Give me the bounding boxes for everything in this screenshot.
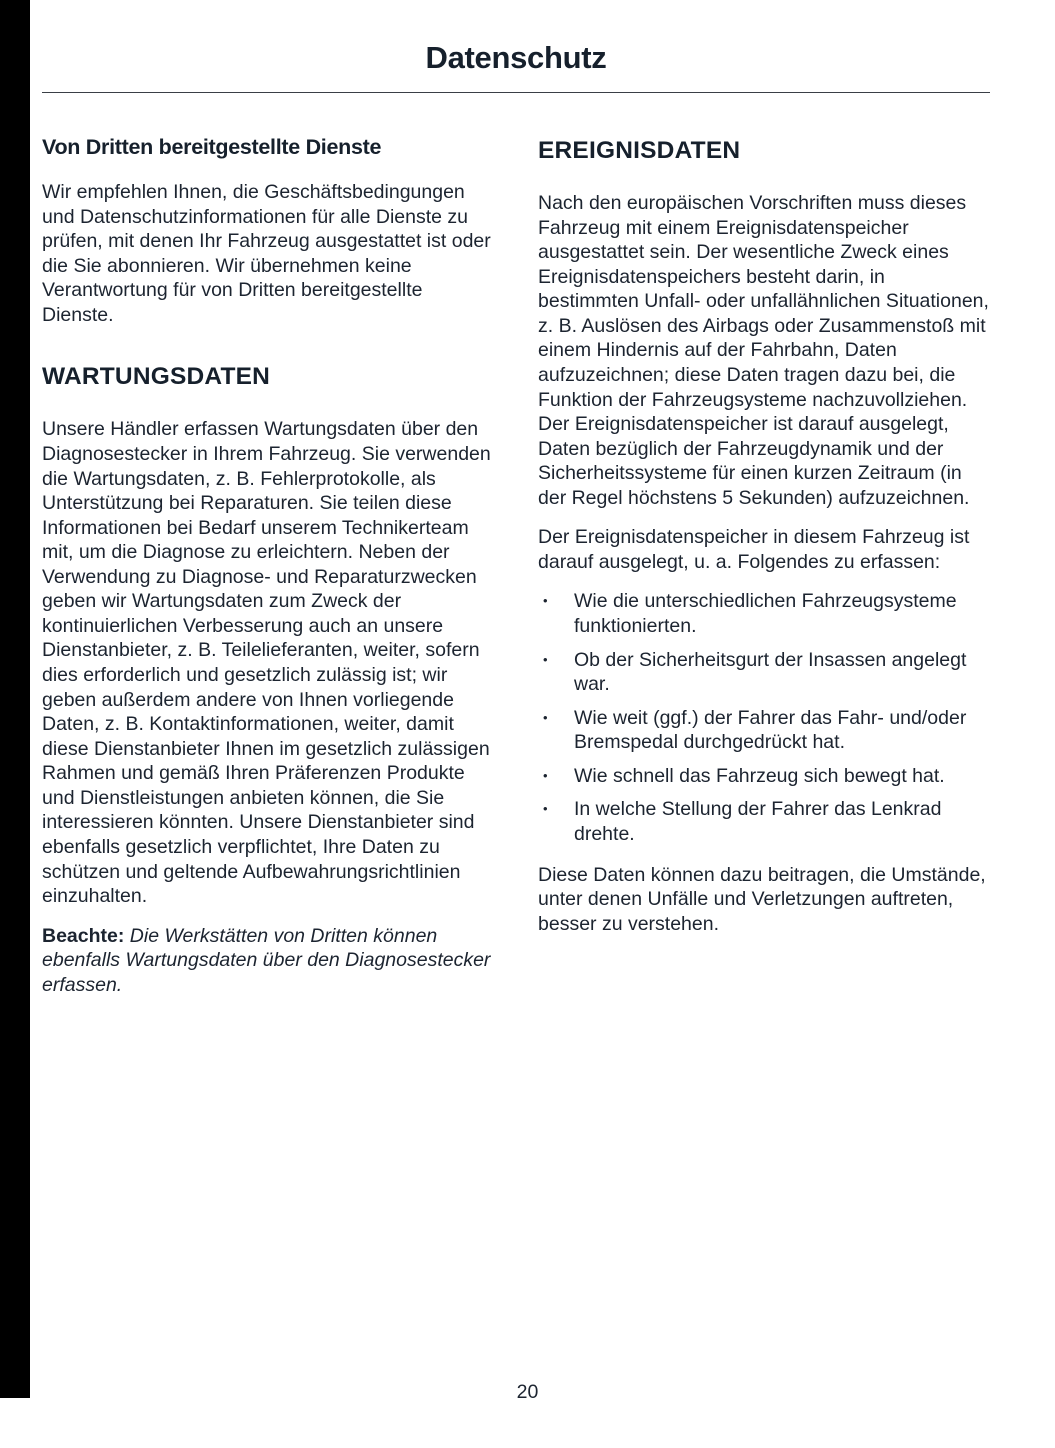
event-data-bullet-list [538, 589, 990, 846]
page-title: Datenschutz [425, 40, 607, 75]
list-item-text: In welche Stellung der Fahrer das Lenkrad drehte. [574, 798, 942, 845]
bullet-icon: • [543, 801, 548, 817]
bullet-icon: • [543, 767, 548, 783]
list-item [538, 764, 990, 789]
list-item [538, 706, 990, 755]
section-heading-wartungsdaten: WARTUNGSDATEN [42, 363, 271, 391]
list-item-text: Wie die unterschiedlichen Fahrzeugsysteme funktionierten. [574, 590, 957, 637]
paragraph-third-party-services: Wir empfehlen Ihnen, die Geschäftsbedingungen und Datenschutzinformationen für alle Dienste zu prüfen, mit denen Ihr Fahrzeug ausgestattet ist oder die Sie abonnieren. Wir übernehmen keine Verantwortung für von Dritten bereitgestellte Dienste. [42, 181, 491, 326]
list-item-text: Wie schnell das Fahrzeug sich bewegt hat. [574, 764, 945, 787]
title-divider [42, 92, 990, 93]
content-columns [42, 135, 990, 1012]
bullet-icon: • [543, 651, 548, 667]
section-heading-ereignisdaten: EREIGNISDATEN [538, 137, 741, 164]
page-number: 20 [516, 1381, 539, 1403]
left-column [42, 135, 494, 1012]
page-header [42, 40, 990, 93]
note-label: Beachte: [42, 924, 125, 947]
section-heading-third-party-services: Von Dritten bereitgestellte Dienste [42, 135, 382, 159]
paragraph-ereignisdaten-1: Nach den europäischen Vorschriften muss dieses Fahrzeug mit einem Ereignisdatenspeicher ausgestattet sein. Der wesentliche Zweck eines Ereignisdatenspeichers besteht darin, in bestimmten Unfall- oder unfallähnlichen Situationen, z. B. Auslösen des Airbags oder Zusammenstoß mit einem Hindernis auf der Fahrbahn, Daten aufzuzeichnen; diese Daten tragen dazu bei, die Funktion der Fahrzeugsysteme nachzuvollziehen. Der Ereignisdatenspeicher ist darauf ausgelegt, Daten bezüglich der Fahrzeugdynamik und der Sicherheitssysteme für einen kurzen Zeitraum (in der Regel höchstens 5 Sekunden) aufzuzeichnen. [538, 192, 989, 509]
bullet-icon: • [543, 593, 548, 609]
page-footer [0, 1381, 1055, 1404]
paragraph-wartungsdaten: Unsere Händler erfassen Wartungsdaten über den Diagnosestecker in Ihrem Fahrzeug. Sie verwenden die Wartungsdaten, z. B. Fehlerprotokolle, als Unterstützung bei Reparaturen. Sie teilen diese Informationen bei Bedarf unserem Technikerteam mit, um die Diagnose zu erleichtern. Neben der Verwendung zu Diagnose- und Reparaturzwecken geben wir Wartungsdaten zum Zweck der kontinuierlichen Verbesserung auch an unsere Dienstanbieter, z. B. Teilelieferanten, weiter, sofern dies erforderlich und gesetzlich zulässig ist; wir geben außerdem andere von Ihnen vorliegende Daten, z. B. Kontaktinformationen, weiter, damit diese Dienstanbieter Ihnen im gesetzlich zulässigen Rahmen und gemäß Ihren Präferenzen Produkte und Dienstleistungen anbieten können, die Sie interessieren könnten. Unsere Dienstanbieter sind ebenfalls gesetzlich verpflichtet, Ihre Daten zu schützen und geltende Aufbewahrungsrichtlinien einzuhalten. [42, 418, 491, 908]
note-text: Die Werkstätten von Dritten können ebenfalls Wartungsdaten über den Diagnosestecker erfassen. [42, 924, 491, 996]
right-column [538, 135, 990, 1012]
bullet-icon: • [543, 709, 548, 725]
list-item [538, 589, 990, 638]
paragraph-ereignisdaten-2: Der Ereignisdatenspeicher in diesem Fahrzeug ist darauf ausgelegt, u. a. Folgendes zu erfassen: [538, 526, 970, 573]
list-item-text: Ob der Sicherheitsgurt der Insassen angelegt war. [574, 648, 967, 696]
note-paragraph [42, 924, 494, 998]
list-item [538, 797, 990, 846]
paragraph-ereignisdaten-3: Diese Daten können dazu beitragen, die Umstände, unter denen Unfälle und Verletzungen auftreten, besser zu verstehen. [538, 863, 986, 935]
list-item [538, 648, 990, 697]
list-item-text: Wie weit (ggf.) der Fahrer das Fahr- und/oder Bremspedal durchgedrückt hat. [574, 706, 967, 754]
